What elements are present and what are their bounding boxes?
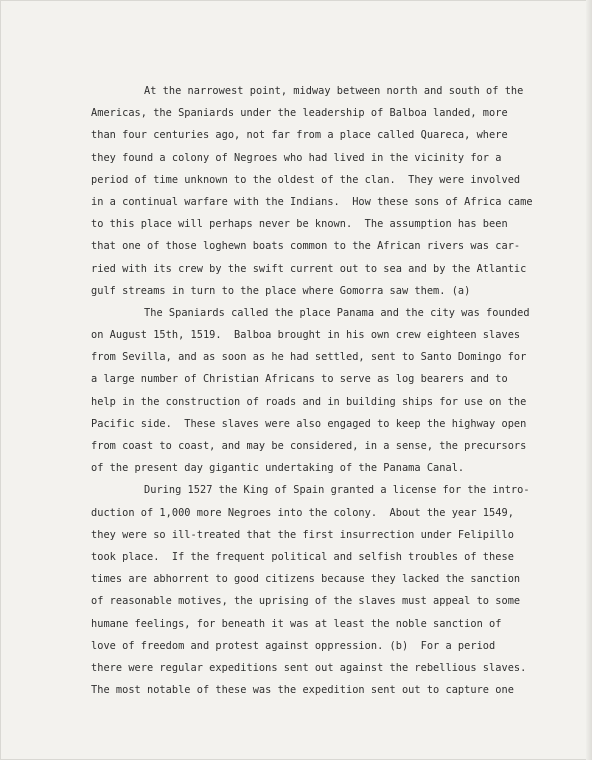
text-line: period of time unknown to the oldest of the clan. They were involved: [91, 173, 521, 186]
text-line: During 1527 the King of Spain granted a license for the intro-: [144, 484, 530, 497]
text-line: Pacific side. These slaves were also engaged to keep the highway open: [91, 417, 527, 430]
text-line: The most notable of these was the expedition sent out to capture one: [91, 684, 514, 697]
text-line: they found a colony of Negroes who had lived in the vicinity for a: [91, 151, 502, 164]
text-line: than four centuries ago, not far from a place called Quareca, where: [91, 129, 508, 142]
paragraph-1: [91, 80, 566, 302]
paragraph-3: [91, 479, 566, 701]
text-line: on August 15th, 1519. Balboa brought in his own crew eighteen slaves: [91, 329, 521, 342]
text-line: from Sevilla, and as soon as he had settled, sent to Santo Domingo for: [91, 351, 527, 364]
text-line: there were regular expeditions sent out against the rebellious slaves.: [91, 661, 527, 674]
text-line: times are abhorrent to good citizens because they lacked the sanction: [91, 573, 521, 586]
text-line: of the present day gigantic undertaking of the Panama Canal.: [91, 462, 465, 475]
document-body: [91, 80, 566, 701]
text-line: a large number of Christian Africans to serve as log bearers and to: [91, 373, 508, 386]
text-line: duction of 1,000 more Negroes into the colony. About the year 1549,: [91, 506, 514, 519]
text-line: ried with its crew by the swift current out to sea and by the Atlantic: [91, 262, 527, 275]
text-line: The Spaniards called the place Panama and the city was founded: [144, 306, 530, 319]
text-line: of reasonable motives, the uprising of the slaves must appeal to some: [91, 595, 521, 608]
text-line: in a continual warfare with the Indians. How these sons of Africa came: [91, 195, 533, 208]
text-line: they were so ill-treated that the first insurrection under Felipillo: [91, 528, 514, 541]
text-line: humane feelings, for beneath it was at least the noble sanction of: [91, 617, 502, 630]
text-line: to this place will perhaps never be known. The assumption has been: [91, 218, 508, 231]
text-line: that one of those loghewn boats common to the African rivers was car-: [91, 240, 521, 253]
text-line: love of freedom and protest against oppression. (b) For a period: [91, 639, 496, 652]
text-line: help in the construction of roads and in building ships for use on the: [91, 395, 527, 408]
paragraph-2: [91, 302, 566, 480]
text-line: took place. If the frequent political and selfish troubles of these: [91, 550, 514, 563]
text-line: At the narrowest point, midway between north and south of the: [144, 85, 524, 97]
text-line: Americas, the Spaniards under the leadership of Balboa landed, more: [91, 107, 508, 120]
paper-edge: [586, 0, 592, 760]
text-line: from coast to coast, and may be considered, in a sense, the precursors: [91, 440, 527, 452]
text-line: gulf streams in turn to the place where Gomorra saw them. (a): [91, 284, 471, 297]
